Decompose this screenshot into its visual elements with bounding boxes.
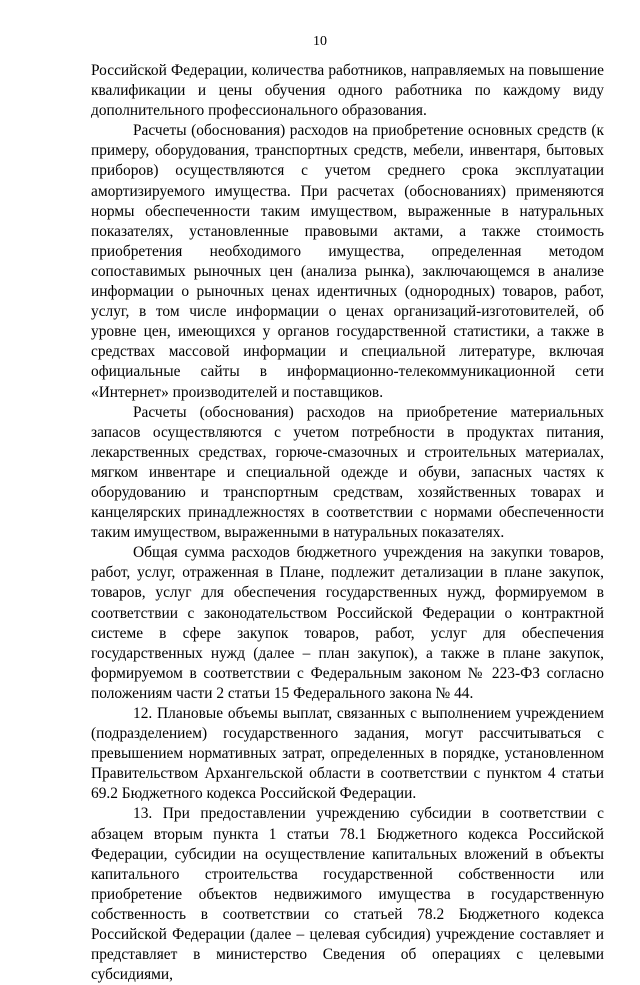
paragraph-continuation: Российской Федерации, количества работников, направляемых на повышение квалификации и цены обучения одного работника по каждому виду дополнительного профессионального образования. (91, 62, 604, 120)
paragraph-material-stocks: Расчеты (обоснования) расходов на приобретение материальных запасов осуществляются с учетом потребности в продуктах питания, лекарственных средствах, горюче-смазочных и строительных материалах, мягком инвентаре и специальной одежде и обуви, запасных частях к оборудованию и транспортным средствам, хозяйственных товарах и канцелярских принадлежностях в соответствии с нормами обеспеченности таким имуществом, выраженными в натуральных показателях. (91, 403, 604, 542)
document-body (91, 61, 604, 985)
page-number: 10 (313, 34, 327, 49)
paragraph-item-13: 13. При предоставлении учреждению субсидии в соответствии с абзацем вторым пункта 1 статьи 78.1 Бюджетного кодекса Российской Федерации, субсидии на осуществление капитальных вложений в объекты капитального строительства государственной собственности или приобретение объектов недвижимого имущества в государственную собственность в соответствии со статьей 78.2 Бюджетного кодекса Российской Федерации (далее – целевая субсидия) учреждение составляет и представляет в министерство Сведения об операциях с целевыми субсидиями, (91, 805, 604, 984)
paragraph-item-12: 12. Плановые объемы выплат, связанных с выполнением учреждением (подразделением) государственного задания, могут рассчитываться с превышением нормативных затрат, определенных в порядке, установленном Правительством Архангельской области в соответствии с пунктом 4 статьи 69.2 Бюджетного кодекса Российской Федерации. (91, 705, 604, 803)
paragraph-procurement-total: Общая сумма расходов бюджетного учреждения на закупки товаров, работ, услуг, отраженная в Плане, подлежит детализации в плане закупок, товаров, услуг для обеспечения государственных нужд, формируемом в соответствии с законодательством Российской Федерации о контрактной системе в сфере закупок товаров, работ, услуг для обеспечения государственных нужд (далее – план закупок), а также в плане закупок, формируемом в соответствии с Федеральным законом № 223-ФЗ согласно положениям части 2 статьи 15 Федерального закона № 44. (91, 544, 604, 702)
paragraph-fixed-assets: Расчеты (обоснования) расходов на приобретение основных средств (к примеру, оборудования, транспортных средств, мебели, инвентаря, бытовых приборов) осуществляются с учетом среднего срока эксплуатации амортизируемого имущества. При расчетах (обоснованиях) применяются нормы обеспеченности таким имуществом, выраженные в натуральных показателях, установленные правовыми актами, а также стоимость приобретения необходимого имущества, определенная методом сопоставимых рыночных цен (анализа рынка), заключающемся в анализе информации о рыночных ценах идентичных (однородных) товаров, работ, услуг, в том числе информации о ценах организаций-изготовителей, об уровне цен, имеющихся у органов государственной статистики, а также в средствах массовой информации и специальной литературе, включая официальные сайты в информационно-телекоммуникационной сети «Интернет» производителей и поставщиков. (91, 122, 604, 401)
